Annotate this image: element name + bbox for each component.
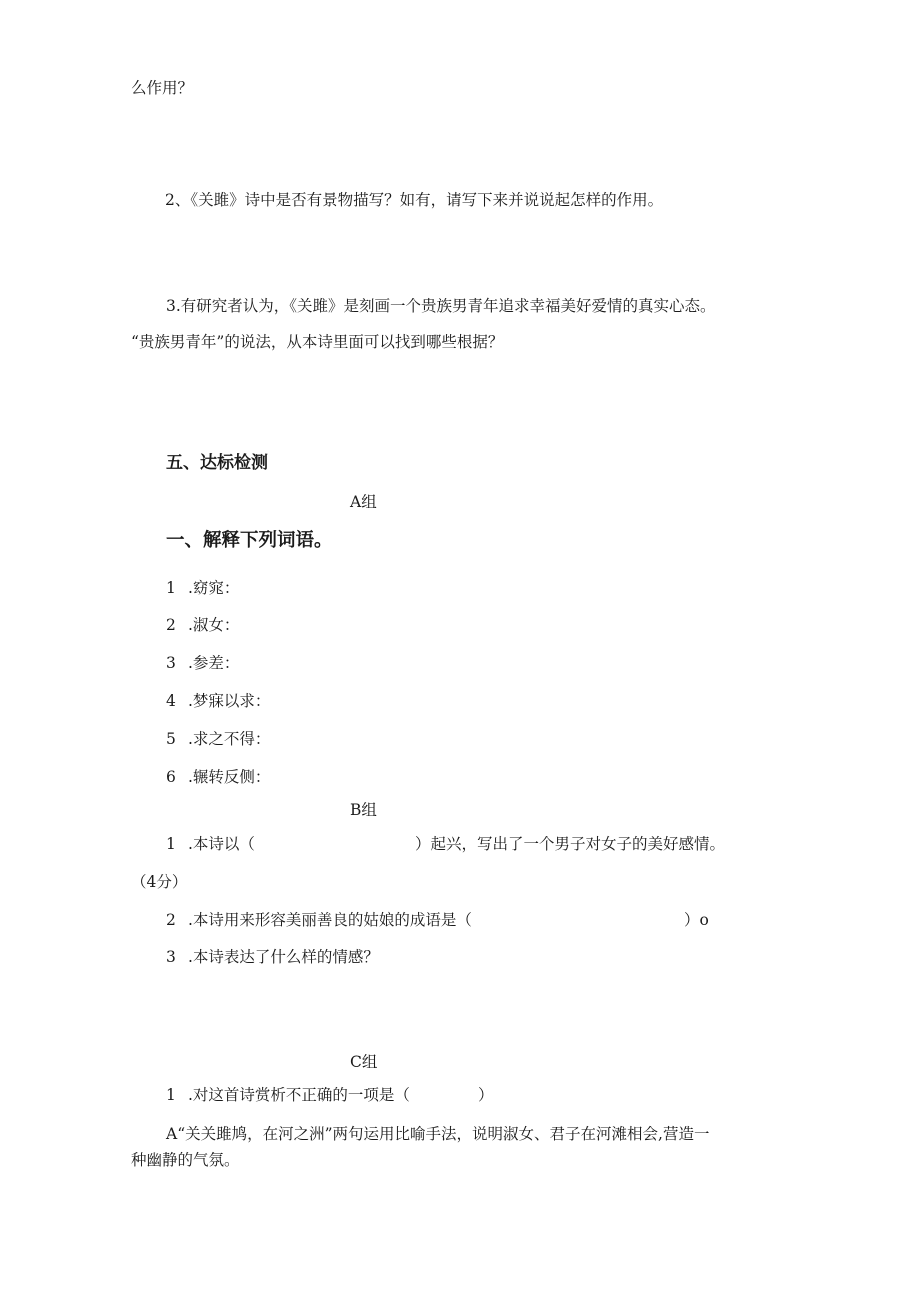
group-b-question-2 <box>166 910 709 930</box>
item-number: 1 <box>166 1086 176 1104</box>
item-text: .求之不得： <box>188 730 271 748</box>
item-number: 2 <box>166 616 176 634</box>
item-number: 1 <box>166 835 176 853</box>
list-item <box>166 578 239 598</box>
group-b-label: B组 <box>350 801 377 819</box>
option-a-line-1: A“关关雎鸠，在河之洲”两句运用比喻手法，说明淑女、君子在河滩相会,营造一 <box>166 1125 710 1143</box>
list-item <box>166 729 270 749</box>
group-b-question-1-score: （4分） <box>131 873 188 891</box>
group-c-question-1 <box>166 1085 493 1105</box>
item-text: .参差： <box>188 654 240 672</box>
question-text-after: ）o <box>683 911 709 929</box>
item-number: 4 <box>166 692 176 710</box>
question-text-before: .本诗用来形容美丽善良的姑娘的成语是（ <box>188 911 472 929</box>
option-a-line-2: 种幽静的气氛。 <box>131 1151 240 1169</box>
list-item <box>166 615 239 635</box>
item-number: 1 <box>166 579 176 597</box>
item-number: 6 <box>166 768 176 786</box>
group-a-heading: 一、解释下列词语。 <box>166 530 333 551</box>
group-a-label: A组 <box>350 493 377 511</box>
question-text-before: .对这首诗赏析不正确的一项是（ <box>188 1086 410 1104</box>
item-text: .淑女： <box>188 616 240 634</box>
list-item <box>166 767 270 787</box>
item-number: 2 <box>166 911 176 929</box>
question-3-line-2: “贵族男青年”的说法，从本诗里面可以找到哪些根据？ <box>131 333 504 351</box>
section-five-title: 五、达标检测 <box>166 453 268 473</box>
question-3-line-1: 3.有研究者认为，《关雎》是刻画一个贵族男青年追求幸福美好爱情的真实心态。 <box>166 297 716 315</box>
group-c-label: C组 <box>350 1053 378 1071</box>
item-number: 5 <box>166 730 176 748</box>
item-text: .窈窕： <box>188 579 240 597</box>
question-2: 2、《关雎》诗中是否有景物描写？如有，请写下来并说说起怎样的作用。 <box>165 191 664 209</box>
item-number: 3 <box>166 948 176 966</box>
group-b-question-1 <box>166 834 725 854</box>
item-text: .梦寐以求： <box>188 692 271 710</box>
list-item <box>166 653 239 673</box>
group-b-question-3 <box>166 947 379 967</box>
question-1-tail: 么作用？ <box>131 79 194 97</box>
list-item <box>166 691 270 711</box>
item-text: .辗转反侧： <box>188 768 271 786</box>
question-text-after: ） <box>477 1086 494 1104</box>
item-number: 3 <box>166 654 176 672</box>
question-text-before: .本诗以（ <box>188 835 255 853</box>
question-text: .本诗表达了什么样的情感？ <box>188 948 379 966</box>
question-text-after: ）起兴，写出了一个男子对女子的美好感情。 <box>414 835 725 853</box>
